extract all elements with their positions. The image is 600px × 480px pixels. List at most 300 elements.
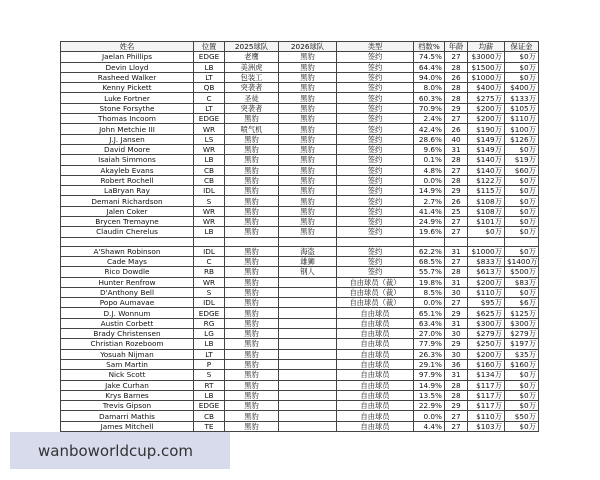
table-row [61, 349, 539, 359]
cell-team-2026 [279, 339, 337, 349]
cell-avg-salary: $1000万 [468, 72, 505, 82]
table-row [61, 83, 539, 93]
table-row [61, 134, 539, 144]
cell-player-name: Rasheed Walker [61, 72, 194, 82]
cell-team-2025: 黑豹 [225, 267, 279, 277]
cell-position: WR [194, 124, 225, 134]
header-team-2026: 2026球队 [279, 42, 337, 52]
cell-team-2025: 黑豹 [225, 308, 279, 318]
cell-team-2026: 黑豹 [279, 52, 337, 62]
cell-type: 自由球员（裁） [337, 277, 414, 287]
cell-position: QB [194, 83, 225, 93]
cell-guaranteed: $6万 [505, 298, 539, 308]
cell-team-2025: 黑豹 [225, 359, 279, 369]
header-snap-pct: 档数% [414, 42, 445, 52]
table-row [61, 103, 539, 113]
cell-guaranteed: $0万 [505, 246, 539, 256]
cell-guaranteed: $110万 [505, 114, 539, 124]
table-row [61, 155, 539, 165]
cell-position: LB [194, 390, 225, 400]
cell-type: 签约 [337, 62, 414, 72]
cell-team-2026 [279, 359, 337, 369]
cell-avg-salary: $1000万 [468, 246, 505, 256]
cell-team-2025: 黑豹 [225, 114, 279, 124]
cell-team-2026 [279, 308, 337, 318]
cell-position: LB [194, 62, 225, 72]
cell-snap-pct: 2.4% [414, 114, 445, 124]
cell-age: 36 [445, 359, 468, 369]
cell-type: 签约 [337, 72, 414, 82]
cell-age: 26 [445, 72, 468, 82]
cell-type: 签约 [337, 206, 414, 216]
cell-player-name: Akayleb Evans [61, 165, 194, 175]
cell-snap-pct: 55.7% [414, 267, 445, 277]
table-row [61, 318, 539, 328]
cell-snap-pct: 0.1% [414, 155, 445, 165]
cell-team-2025: 黑豹 [225, 411, 279, 421]
cell-age: 40 [445, 134, 468, 144]
cell-avg-salary: $160万 [468, 359, 505, 369]
cell-avg-salary: $300万 [468, 318, 505, 328]
cell-snap-pct: 62.2% [414, 246, 445, 256]
cell-team-2026 [279, 370, 337, 380]
cell-player-name: D.J. Wonnum [61, 308, 194, 318]
cell-snap-pct: 8.5% [414, 287, 445, 297]
cell-team-2025: 黑豹 [225, 155, 279, 165]
cell-team-2025: 黑豹 [225, 144, 279, 154]
cell-type: 自由球员 [337, 349, 414, 359]
cell-age: 27 [445, 411, 468, 421]
cell-guaranteed: $0万 [505, 196, 539, 206]
cell-player-name: Luke Fortner [61, 93, 194, 103]
cell-avg-salary: $200万 [468, 103, 505, 113]
cell-team-2026 [279, 390, 337, 400]
cell-age: 28 [445, 175, 468, 185]
cell-age: 28 [445, 267, 468, 277]
cell-avg-salary: $613万 [468, 267, 505, 277]
cell-team-2026: 黑豹 [279, 196, 337, 206]
cell-age: 29 [445, 401, 468, 411]
cell-position: IDL [194, 298, 225, 308]
cell-team-2026 [279, 401, 337, 411]
cell-snap-pct: 4.4% [414, 421, 445, 431]
cell-player-name: Popo Aumavae [61, 298, 194, 308]
cell-guaranteed: $105万 [505, 103, 539, 113]
cell-team-2025: 黑豹 [225, 287, 279, 297]
cell-snap-pct: 0.0% [414, 175, 445, 185]
cell-type: 自由球员 [337, 421, 414, 431]
cell-player-name: Austin Corbett [61, 318, 194, 328]
cell-team-2025: 突袭者 [225, 103, 279, 113]
divider-cell [194, 237, 225, 246]
table-row [61, 72, 539, 82]
cell-player-name: Demani Richardson [61, 196, 194, 206]
cell-snap-pct: 14.9% [414, 186, 445, 196]
cell-team-2026: 黑豹 [279, 93, 337, 103]
cell-guaranteed: $160万 [505, 359, 539, 369]
cell-guaranteed: $0万 [505, 72, 539, 82]
cell-age: 29 [445, 339, 468, 349]
cell-team-2025: 黑豹 [225, 227, 279, 237]
cell-type: 签约 [337, 103, 414, 113]
cell-player-name: J.J. Jansen [61, 134, 194, 144]
cell-player-name: Cade Mays [61, 256, 194, 266]
cell-guaranteed: $133万 [505, 93, 539, 103]
cell-type: 签约 [337, 246, 414, 256]
cell-player-name: David Moore [61, 144, 194, 154]
cell-position: WR [194, 217, 225, 227]
cell-age: 28 [445, 93, 468, 103]
cell-snap-pct: 0.0% [414, 298, 445, 308]
cell-snap-pct: 2.7% [414, 196, 445, 206]
table-row [61, 287, 539, 297]
cell-guaranteed: $0万 [505, 52, 539, 62]
cell-age: 30 [445, 349, 468, 359]
cell-snap-pct: 68.5% [414, 256, 445, 266]
watermark-text: wanboworldcup.com [38, 441, 194, 460]
cell-team-2025: 喷气机 [225, 124, 279, 134]
cell-player-name: Trevis Gipson [61, 401, 194, 411]
cell-guaranteed: $83万 [505, 277, 539, 287]
cell-position: WR [194, 144, 225, 154]
cell-age: 28 [445, 390, 468, 400]
cell-snap-pct: 64.4% [414, 62, 445, 72]
table-row [61, 308, 539, 318]
cell-age: 26 [445, 124, 468, 134]
table-row [61, 165, 539, 175]
cell-age: 29 [445, 308, 468, 318]
cell-player-name: Thomas Incoom [61, 114, 194, 124]
cell-position: IDL [194, 246, 225, 256]
cell-type: 自由球员 [337, 380, 414, 390]
cell-age: 26 [445, 196, 468, 206]
cell-player-name: Jaelan Phillips [61, 52, 194, 62]
table-row [61, 52, 539, 62]
cell-snap-pct: 94.0% [414, 72, 445, 82]
cell-team-2026 [279, 277, 337, 287]
table-row [61, 359, 539, 369]
cell-type: 签约 [337, 175, 414, 185]
cell-team-2025: 黑豹 [225, 390, 279, 400]
table-row [61, 370, 539, 380]
cell-team-2026 [279, 318, 337, 328]
cell-position: S [194, 287, 225, 297]
cell-guaranteed: $0万 [505, 401, 539, 411]
cell-position: WR [194, 277, 225, 287]
cell-snap-pct: 9.6% [414, 144, 445, 154]
cell-age: 28 [445, 380, 468, 390]
table-row [61, 411, 539, 421]
cell-age: 27 [445, 298, 468, 308]
cell-avg-salary: $149万 [468, 144, 505, 154]
cell-age: 31 [445, 277, 468, 287]
cell-team-2025: 黑豹 [225, 277, 279, 287]
cell-team-2025: 黑豹 [225, 298, 279, 308]
cell-team-2026: 黑豹 [279, 72, 337, 82]
cell-player-name: LaBryan Ray [61, 186, 194, 196]
cell-player-name: Sam Martin [61, 359, 194, 369]
cell-team-2026: 海盗 [279, 246, 337, 256]
divider-cell [279, 237, 337, 246]
cell-position: P [194, 359, 225, 369]
table-row [61, 206, 539, 216]
table-row [61, 186, 539, 196]
cell-type: 自由球员 [337, 339, 414, 349]
cell-guaranteed: $400万 [505, 83, 539, 93]
cell-position: CB [194, 175, 225, 185]
table-row [61, 298, 539, 308]
cell-type: 签约 [337, 83, 414, 93]
cell-team-2026: 黑豹 [279, 62, 337, 72]
cell-avg-salary: $108万 [468, 196, 505, 206]
table-row [61, 390, 539, 400]
header-position: 位置 [194, 42, 225, 52]
cell-team-2025: 黑豹 [225, 318, 279, 328]
table-row [61, 277, 539, 287]
cell-team-2026: 黑豹 [279, 103, 337, 113]
cell-avg-salary: $134万 [468, 370, 505, 380]
cell-guaranteed: $0万 [505, 390, 539, 400]
cell-type: 签约 [337, 186, 414, 196]
divider-cell [468, 237, 505, 246]
cell-team-2026: 黑豹 [279, 83, 337, 93]
cell-type: 自由球员 [337, 401, 414, 411]
cell-guaranteed: $0万 [505, 62, 539, 72]
cell-avg-salary: $400万 [468, 83, 505, 93]
cell-guaranteed: $0万 [505, 206, 539, 216]
cell-age: 29 [445, 186, 468, 196]
cell-avg-salary: $149万 [468, 134, 505, 144]
cell-avg-salary: $0万 [468, 227, 505, 237]
cell-snap-pct: 0.0% [414, 411, 445, 421]
cell-player-name: A'Shawn Robinson [61, 246, 194, 256]
watermark-banner [10, 432, 230, 469]
cell-avg-salary: $625万 [468, 308, 505, 318]
section-divider-row [61, 237, 539, 246]
cell-team-2025: 黑豹 [225, 217, 279, 227]
cell-age: 28 [445, 155, 468, 165]
header-name: 姓名 [61, 42, 194, 52]
cell-team-2026: 黑豹 [279, 206, 337, 216]
cell-type: 自由球员 [337, 359, 414, 369]
cell-snap-pct: 60.3% [414, 93, 445, 103]
cell-snap-pct: 22.9% [414, 401, 445, 411]
cell-team-2026: 黑豹 [279, 217, 337, 227]
cell-guaranteed: $126万 [505, 134, 539, 144]
cell-snap-pct: 13.5% [414, 390, 445, 400]
cell-player-name: James Mitchell [61, 421, 194, 431]
cell-team-2025: 黑豹 [225, 339, 279, 349]
cell-team-2025: 黑豹 [225, 329, 279, 339]
cell-type: 签约 [337, 196, 414, 206]
cell-type: 自由球员 [337, 308, 414, 318]
cell-avg-salary: $279万 [468, 329, 505, 339]
cell-type: 签约 [337, 155, 414, 165]
cell-team-2025: 黑豹 [225, 256, 279, 266]
cell-guaranteed: $0万 [505, 217, 539, 227]
cell-snap-pct: 74.5% [414, 52, 445, 62]
cell-team-2026: 雄狮 [279, 256, 337, 266]
cell-team-2025: 黑豹 [225, 196, 279, 206]
cell-age: 31 [445, 144, 468, 154]
cell-snap-pct: 63.4% [414, 318, 445, 328]
table-row [61, 62, 539, 72]
cell-team-2026: 黑豹 [279, 227, 337, 237]
cell-player-name: Robert Rochell [61, 175, 194, 185]
cell-age: 27 [445, 165, 468, 175]
cell-team-2025: 包装工 [225, 72, 279, 82]
cell-position: LB [194, 339, 225, 349]
cell-type: 签约 [337, 227, 414, 237]
cell-guaranteed: $0万 [505, 421, 539, 431]
cell-guaranteed: $0万 [505, 287, 539, 297]
cell-position: EDGE [194, 114, 225, 124]
cell-snap-pct: 28.6% [414, 134, 445, 144]
cell-snap-pct: 19.6% [414, 227, 445, 237]
cell-position: TE [194, 421, 225, 431]
cell-player-name: Brady Christensen [61, 329, 194, 339]
cell-snap-pct: 27.0% [414, 329, 445, 339]
cell-team-2026 [279, 349, 337, 359]
cell-position: C [194, 256, 225, 266]
cell-player-name: Devin Lloyd [61, 62, 194, 72]
cell-snap-pct: 8.0% [414, 83, 445, 93]
cell-guaranteed: $197万 [505, 339, 539, 349]
cell-snap-pct: 42.4% [414, 124, 445, 134]
cell-player-name: Claudin Cherelus [61, 227, 194, 237]
cell-position: RT [194, 380, 225, 390]
table-row [61, 246, 539, 256]
cell-team-2026: 黑豹 [279, 165, 337, 175]
cell-type: 自由球员 [337, 390, 414, 400]
cell-type: 签约 [337, 114, 414, 124]
cell-type: 签约 [337, 134, 414, 144]
cell-position: RB [194, 267, 225, 277]
cell-guaranteed: $1400万 [505, 256, 539, 266]
cell-team-2025: 黑豹 [225, 401, 279, 411]
cell-position: LS [194, 134, 225, 144]
cell-avg-salary: $140万 [468, 155, 505, 165]
cell-avg-salary: $1500万 [468, 62, 505, 72]
cell-type: 签约 [337, 165, 414, 175]
cell-team-2025: 黑豹 [225, 370, 279, 380]
cell-guaranteed: $60万 [505, 165, 539, 175]
cell-avg-salary: $140万 [468, 165, 505, 175]
cell-avg-salary: $117万 [468, 380, 505, 390]
table-row [61, 380, 539, 390]
cell-age: 29 [445, 103, 468, 113]
table-header-row [61, 42, 539, 52]
header-guaranteed: 保证金 [505, 42, 539, 52]
cell-team-2025: 黑豹 [225, 165, 279, 175]
header-type: 类型 [337, 42, 414, 52]
cell-avg-salary: $101万 [468, 217, 505, 227]
cell-team-2026: 黑豹 [279, 114, 337, 124]
cell-team-2026 [279, 298, 337, 308]
cell-team-2025: 突袭者 [225, 83, 279, 93]
cell-avg-salary: $108万 [468, 206, 505, 216]
table-row [61, 227, 539, 237]
cell-position: S [194, 370, 225, 380]
cell-avg-salary: $833万 [468, 256, 505, 266]
cell-age: 31 [445, 370, 468, 380]
table-row [61, 401, 539, 411]
cell-guaranteed: $0万 [505, 144, 539, 154]
cell-guaranteed: $35万 [505, 349, 539, 359]
table-row [61, 267, 539, 277]
cell-team-2026: 黑豹 [279, 175, 337, 185]
cell-avg-salary: $115万 [468, 186, 505, 196]
cell-position: LB [194, 227, 225, 237]
cell-team-2025: 黑豹 [225, 134, 279, 144]
cell-guaranteed: $125万 [505, 308, 539, 318]
cell-team-2026: 黑豹 [279, 124, 337, 134]
table-row [61, 124, 539, 134]
cell-team-2025: 美洲虎 [225, 62, 279, 72]
cell-team-2026 [279, 380, 337, 390]
cell-player-name: Jalen Coker [61, 206, 194, 216]
cell-position: EDGE [194, 308, 225, 318]
table-row [61, 144, 539, 154]
cell-team-2026 [279, 287, 337, 297]
table-row [61, 217, 539, 227]
cell-guaranteed: $0万 [505, 227, 539, 237]
cell-age: 27 [445, 114, 468, 124]
cell-type: 签约 [337, 52, 414, 62]
cell-player-name: Isaiah Simmons [61, 155, 194, 165]
cell-snap-pct: 97.9% [414, 370, 445, 380]
divider-cell [505, 237, 539, 246]
cell-position: C [194, 93, 225, 103]
cell-age: 31 [445, 246, 468, 256]
cell-position: LB [194, 155, 225, 165]
cell-avg-salary: $200万 [468, 349, 505, 359]
cell-type: 自由球员（裁） [337, 287, 414, 297]
cell-team-2025: 黑豹 [225, 206, 279, 216]
table-row [61, 329, 539, 339]
cell-team-2026: 黑豹 [279, 186, 337, 196]
cell-guaranteed: $279万 [505, 329, 539, 339]
cell-age: 28 [445, 62, 468, 72]
cell-type: 自由球员（裁） [337, 298, 414, 308]
cell-avg-salary: $200万 [468, 114, 505, 124]
cell-team-2025: 黑豹 [225, 186, 279, 196]
table-row [61, 196, 539, 206]
cell-position: EDGE [194, 52, 225, 62]
cell-guaranteed: $100万 [505, 124, 539, 134]
cell-team-2026 [279, 421, 337, 431]
cell-team-2025: 黑豹 [225, 246, 279, 256]
cell-team-2025: 圣徒 [225, 93, 279, 103]
cell-age: 31 [445, 318, 468, 328]
cell-player-name: John Metchie III [61, 124, 194, 134]
cell-snap-pct: 70.9% [414, 103, 445, 113]
cell-type: 签约 [337, 217, 414, 227]
table-row [61, 93, 539, 103]
cell-player-name: Brycen Tremayne [61, 217, 194, 227]
cell-snap-pct: 26.3% [414, 349, 445, 359]
cell-age: 27 [445, 227, 468, 237]
cell-team-2026: 黑豹 [279, 144, 337, 154]
divider-cell [61, 237, 194, 246]
cell-guaranteed: $0万 [505, 370, 539, 380]
cell-age: 30 [445, 329, 468, 339]
cell-avg-salary: $110万 [468, 411, 505, 421]
cell-player-name: Nick Scott [61, 370, 194, 380]
cell-position: LT [194, 72, 225, 82]
cell-player-name: Rico Dowdle [61, 267, 194, 277]
cell-age: 28 [445, 83, 468, 93]
